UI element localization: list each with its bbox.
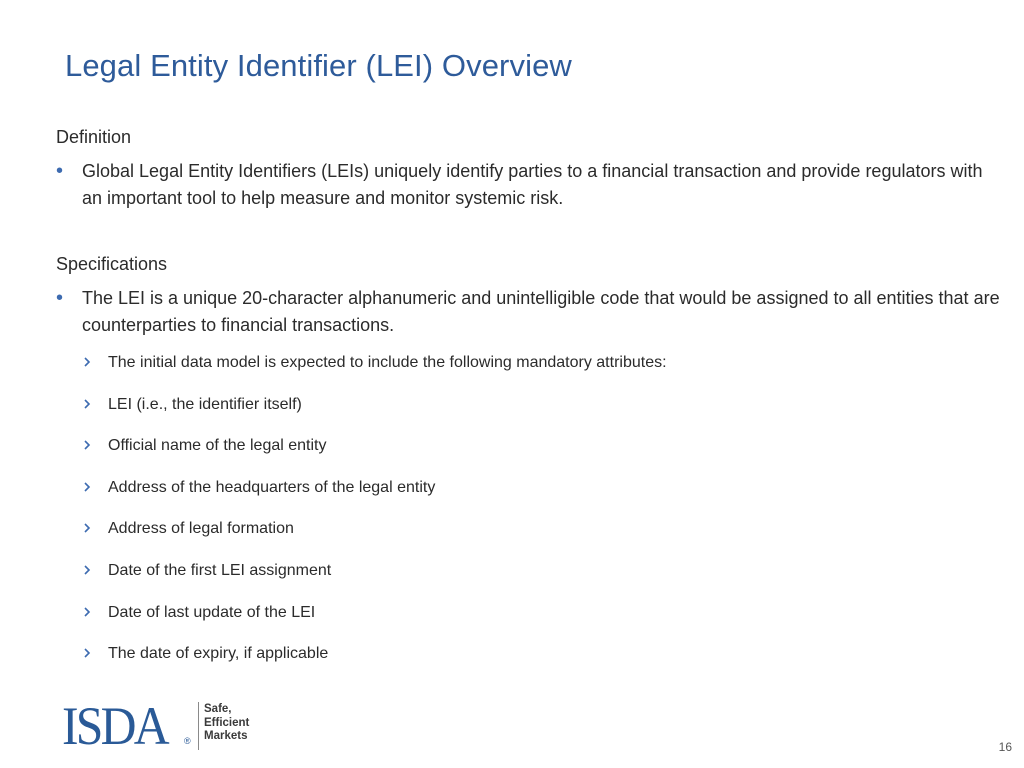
list-item-text: The initial data model is expected to include the following mandatory attributes:: [108, 354, 667, 371]
page-number: 16: [998, 740, 1012, 754]
specifications-bullet: [56, 285, 1006, 339]
logo-wordmark: ISDA: [62, 696, 167, 756]
chevron-right-icon: [82, 648, 92, 658]
chevron-right-icon: [82, 440, 92, 450]
list-item-text: Official name of the legal entity: [108, 437, 327, 455]
list-item-text: Address of legal formation: [108, 520, 294, 538]
tagline-line: Markets: [204, 730, 248, 742]
tagline-line: Efficient: [204, 716, 250, 729]
bullet-dot-icon: •: [56, 160, 64, 182]
chevron-right-icon: [82, 482, 92, 492]
list-item-text: Date of the first LEI assignment: [108, 561, 332, 579]
list-item-text: LEI (i.e., the identifier itself): [108, 395, 302, 413]
list-item-text: Address of the headquarters of the legal entity: [108, 478, 436, 496]
chevron-right-icon: [82, 399, 92, 409]
specifications-bullet-text: The LEI is a unique 20-character alphanumeric and unintelligible code that would be assigned to all entities that are counterparties to financial transactions.: [82, 288, 1000, 335]
chevron-right-icon: [82, 523, 92, 533]
chevron-right-icon: [82, 607, 92, 617]
list-item-text: The date of expiry, if applicable: [108, 645, 329, 663]
tagline-line: Safe,: [204, 703, 232, 715]
logo-tagline: [204, 703, 249, 744]
isda-logo: [62, 696, 250, 756]
list-item-text: Date of last update of the LEI: [108, 603, 316, 621]
registered-mark: ®: [184, 736, 191, 746]
chevron-right-icon: [82, 565, 92, 575]
definition-bullet: [56, 158, 1006, 212]
bullet-dot-icon: •: [56, 287, 64, 309]
specifications-heading: Specifications: [56, 254, 168, 274]
definition-bullet-text: Global Legal Entity Identifiers (LEIs) uniquely identify parties to a financial transaction and provide regulators with an important tool to help measure and monitor systemic risk.: [82, 161, 983, 208]
slide-title: Legal Entity Identifier (LEI) Overview: [65, 48, 572, 83]
logo-divider: [198, 702, 199, 750]
definition-heading: Definition: [56, 127, 132, 147]
chevron-right-icon: [82, 357, 92, 367]
